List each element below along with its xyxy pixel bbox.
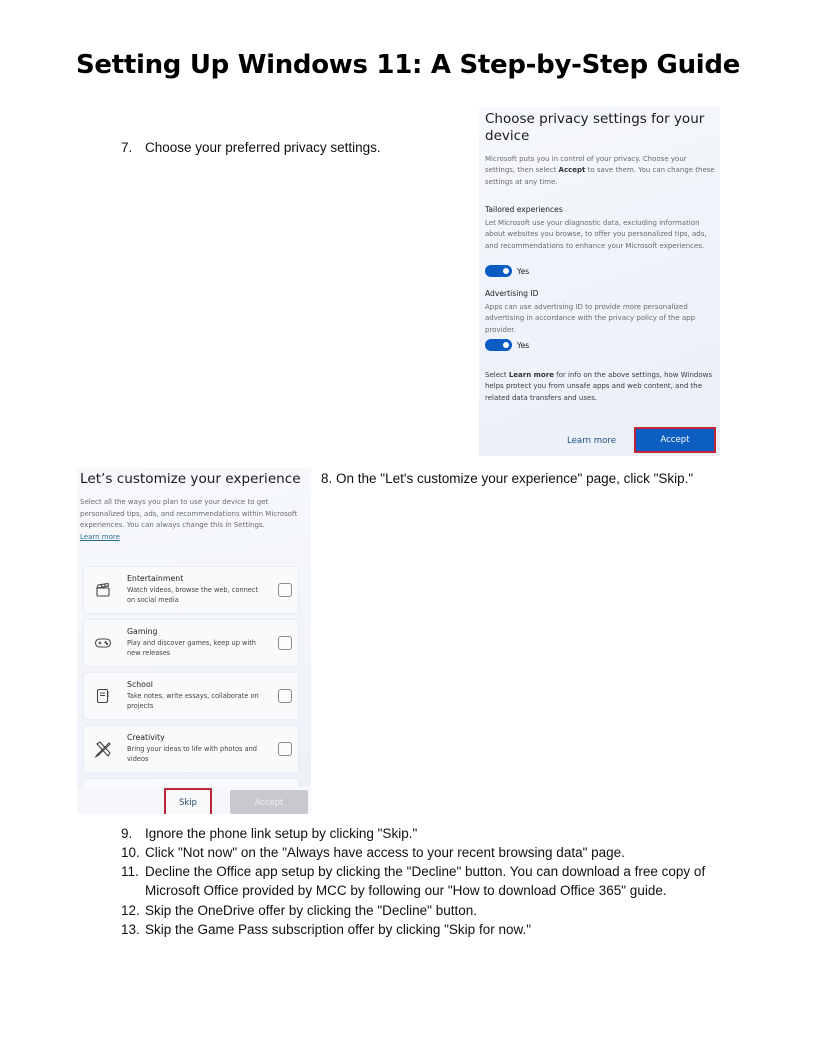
option-title: School — [127, 680, 153, 689]
customize-experience-screenshot — [77, 468, 311, 814]
tailored-experiences-description: Let Microsoft use your diagnostic data, excluding information about websites you browse, to offer you personalized tips, ads, and recommendations to enhance your Microsoft experiences. — [485, 219, 707, 250]
accept-button[interactable]: Accept — [634, 427, 716, 453]
step-7 — [121, 138, 381, 157]
privacy-title: Choose privacy settings for your device — [485, 111, 705, 144]
step-13: 13. Skip the Game Pass subscription offer by clicking "Skip for now." — [121, 922, 532, 937]
step-12: 12. Skip the OneDrive offer by clicking the "Decline" button. — [121, 903, 478, 918]
tailored-experiences-toggle[interactable] — [485, 265, 512, 277]
step-number: 7. — [121, 140, 133, 155]
customize-title: Let’s customize your experience — [80, 471, 301, 487]
step-text: On the "Let's customize your experience" page, click "Skip." — [336, 471, 694, 486]
option-checkbox[interactable] — [278, 689, 292, 703]
privacy-settings-screenshot — [479, 107, 720, 456]
option-checkbox[interactable] — [278, 636, 292, 650]
option-description: Watch videos, browse the web, connect on social media — [127, 586, 259, 604]
learn-more-link[interactable]: Learn more — [567, 436, 617, 446]
advertising-id-description: Apps can use advertising ID to provide more personalized advertising in accordance with the privacy policy of the app provider. — [485, 303, 696, 334]
option-school[interactable] — [83, 672, 299, 720]
step-number: 8. — [321, 471, 333, 486]
option-description: Take notes, write essays, collaborate on projects — [127, 692, 259, 710]
notebook-icon — [94, 687, 112, 705]
option-gaming[interactable] — [83, 619, 299, 667]
advertising-id-toggle[interactable] — [485, 339, 512, 351]
option-title: Entertainment — [127, 574, 184, 583]
option-creativity[interactable] — [83, 725, 299, 773]
pencil-ruler-icon — [94, 740, 112, 758]
privacy-intro: Microsoft puts you in control of your privacy. Choose your settings, then select Accept to save them. You can change these settings at any time. — [485, 155, 715, 186]
learn-more-link[interactable]: Learn more — [80, 533, 120, 541]
step-9: 9. Ignore the phone link setup by clicking "Skip." — [121, 826, 418, 841]
option-description: Bring your ideas to life with photos and videos — [127, 745, 257, 763]
step-11-continued: Microsoft Office provided by MCC by following our "How to download Office 365" guide. — [145, 883, 667, 898]
privacy-footer-text: Select Learn more for info on the above settings, how Windows helps protect you from unsafe apps and web content, and the related data transfers and uses. — [485, 371, 712, 402]
gamepad-icon — [94, 634, 112, 652]
step-11: 11. Decline the Office app setup by clicking the "Decline" button. You can download a free copy of — [121, 864, 706, 879]
option-title: Creativity — [127, 733, 165, 742]
step-10: 10. Click "Not now" on the "Always have access to your recent browsing data" page. — [121, 845, 625, 860]
customize-intro: Select all the ways you plan to use your device to get personalized tips, ads, and recommendations within Microsoft experiences. You can always change this in Settings. — [80, 498, 298, 530]
advertising-id-toggle-row — [485, 339, 529, 351]
option-title: Gaming — [127, 627, 158, 636]
tailored-experiences-toggle-row — [485, 265, 529, 277]
step-8 — [321, 469, 693, 488]
accept-button-disabled: Accept — [230, 790, 308, 814]
skip-button[interactable]: Skip — [164, 788, 212, 814]
toggle-label: Yes — [517, 266, 530, 276]
tailored-experiences-heading: Tailored experiences — [485, 205, 563, 214]
option-checkbox[interactable] — [278, 583, 292, 597]
option-checkbox[interactable] — [278, 742, 292, 756]
step-text: Choose your preferred privacy settings. — [145, 140, 381, 155]
toggle-label: Yes — [517, 340, 530, 350]
option-description: Play and discover games, keep up with new releases — [127, 639, 256, 657]
advertising-id-heading: Advertising ID — [485, 289, 539, 298]
clapperboard-icon — [94, 581, 112, 599]
option-entertainment[interactable] — [83, 566, 299, 614]
document-title: Setting Up Windows 11: A Step-by-Step Guide — [75, 50, 741, 80]
